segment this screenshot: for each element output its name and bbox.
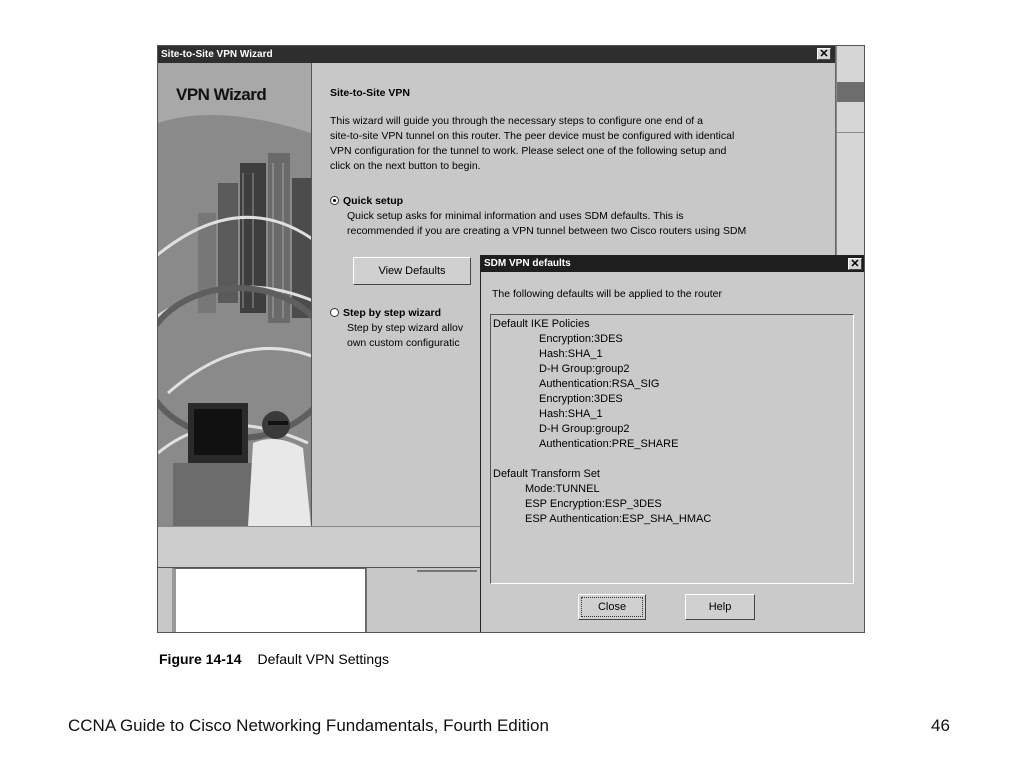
intro-line: site-to-site VPN tunnel on this router. The peer device must be configured with identical [330,130,735,142]
step-wizard-desc-line: own custom configuratic [347,337,460,349]
page-number: 46 [931,716,950,735]
transform-line: ESP Authentication:ESP_SHA_HMAC [525,513,712,525]
transform-set-title: Default Transform Set [493,468,600,480]
close-icon[interactable]: ✕ [817,48,831,60]
dialog-info: The following defaults will be applied to the router [492,288,722,300]
dialog-title: SDM VPN defaults [484,258,571,269]
quick-setup-desc-line: Quick setup asks for minimal information and uses SDM defaults. This is [347,210,684,222]
city-illustration [158,63,311,526]
ike-line: Encryption:3DES [539,393,623,405]
ike-line: Authentication:PRE_SHARE [539,438,679,450]
vpn-wizard-brand: VPN Wizard [176,85,267,104]
figure-text: Default VPN Settings [257,651,389,667]
step-wizard-desc-line: Step by step wizard allov [347,322,464,334]
step-wizard-radio[interactable] [330,308,339,317]
close-button[interactable]: Close [578,594,646,620]
defaults-list[interactable] [490,314,854,584]
ike-line: D-H Group:group2 [539,423,630,435]
background-text-stub [417,570,477,572]
figure-number: Figure 14-14 [159,651,242,667]
transform-line: Mode:TUNNEL [525,483,600,495]
sdm-vpn-defaults-dialog [480,255,865,633]
wizard-title: Site-to-Site VPN Wizard [161,49,273,60]
transform-line: ESP Encryption:ESP_3DES [525,498,662,510]
intro-line: VPN configuration for the tunnel to work. Please select one of the following setup and [330,145,727,157]
wizard-illustration [158,63,312,526]
quick-setup-label: Quick setup [343,195,404,207]
quick-setup-option[interactable] [330,194,820,239]
ike-line: Hash:SHA_1 [539,348,603,360]
view-defaults-button[interactable]: View Defaults [353,257,471,285]
intro-line: click on the next button to begin. [330,160,481,172]
ike-line: Encryption:3DES [539,333,623,345]
ike-line: Authentication:RSA_SIG [539,378,660,390]
step-wizard-label: Step by step wizard [343,307,442,319]
quick-setup-desc-line: recommended if you are creating a VPN tunnel between two Cisco routers using SDM [347,225,747,237]
background-panel [366,568,487,633]
background-list-panel [172,568,366,633]
wizard-titlebar[interactable] [158,46,835,63]
wizard-heading: Site-to-Site VPN [330,87,410,99]
quick-setup-radio[interactable] [330,196,339,205]
ike-line: D-H Group:group2 [539,363,630,375]
help-button[interactable]: Help [685,594,755,620]
book-title: CCNA Guide to Cisco Networking Fundamentals, Fourth Edition [68,716,549,735]
ike-line: Hash:SHA_1 [539,408,603,420]
intro-line: This wizard will guide you through the necessary steps to configure one end of a [330,115,703,127]
wizard-intro [330,114,820,174]
dialog-titlebar[interactable] [481,256,865,272]
close-icon[interactable]: ✕ [848,258,862,270]
background-divider [837,132,865,133]
ike-policies-title: Default IKE Policies [493,318,590,330]
spacer [493,452,851,467]
background-toolbar [837,82,865,102]
screenshot-frame [157,45,865,633]
figure-caption [159,651,389,667]
